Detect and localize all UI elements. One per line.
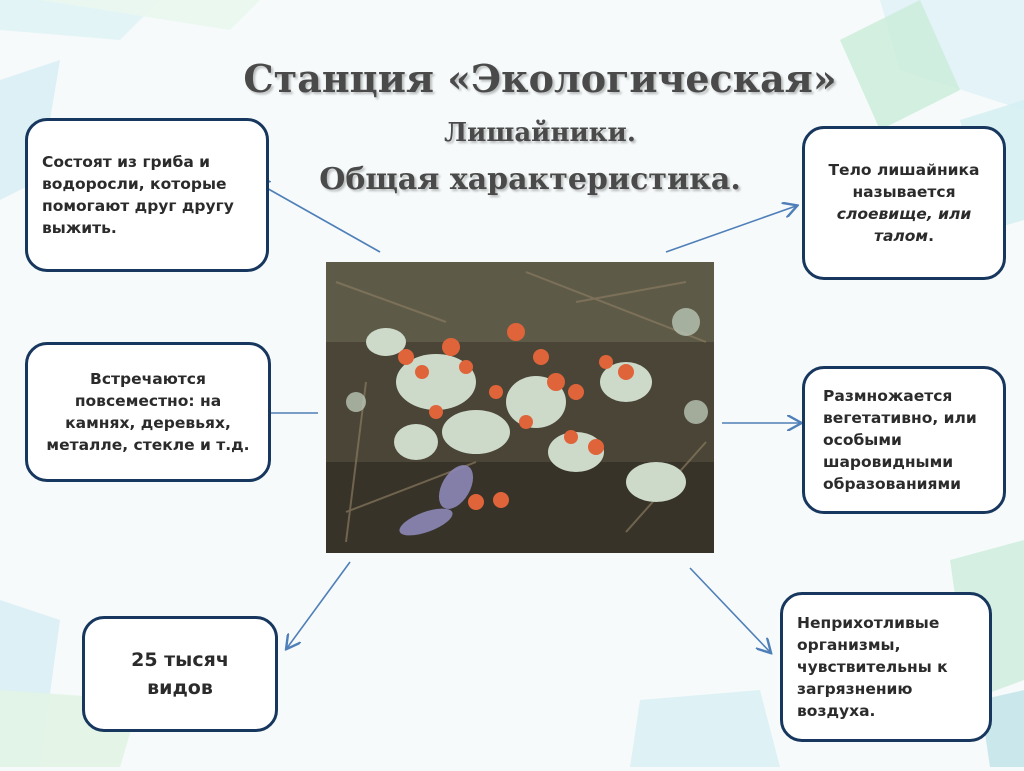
info-box-habitat — [25, 342, 271, 482]
thallus-text-prefix: Тело лишайника называется — [828, 161, 980, 201]
info-box-reproduction-text: Размножается вегетативно, или особыми шаровидными образованиями — [823, 387, 977, 493]
info-box-composition-text: Состоят из гриба и водоросли, которые помогают друг другу выжить. — [42, 153, 234, 237]
info-box-sensitivity — [780, 592, 992, 742]
slide-subtitle-2: Общая характеристика. — [319, 162, 741, 197]
arrow-top-left — [256, 182, 380, 252]
thallus-text-suffix: . — [928, 227, 934, 245]
info-box-thallus — [802, 126, 1006, 280]
info-box-thallus-text — [819, 159, 989, 247]
info-box-sensitivity-text: Неприхотливые организмы, чувствительны к загрязнению воздуха. — [797, 614, 948, 720]
info-box-species-count — [82, 616, 278, 732]
arrow-top-right — [666, 206, 796, 252]
info-box-species-count-text: 25 тысяч видов — [131, 649, 229, 699]
arrow-bottom-right — [690, 568, 770, 652]
info-box-composition — [25, 118, 269, 272]
info-box-habitat-text: Встречаются повсеместно: на камнях, деревьях, металле, стекле и т.д. — [46, 370, 250, 454]
arrow-bottom-left — [287, 562, 350, 648]
slide-subtitle-1: Лишайники. — [444, 118, 636, 148]
slide-title: Станция «Экологическая» — [243, 56, 837, 101]
info-box-reproduction — [802, 366, 1006, 514]
thallus-text-term: слоевище, или талом — [836, 205, 972, 245]
